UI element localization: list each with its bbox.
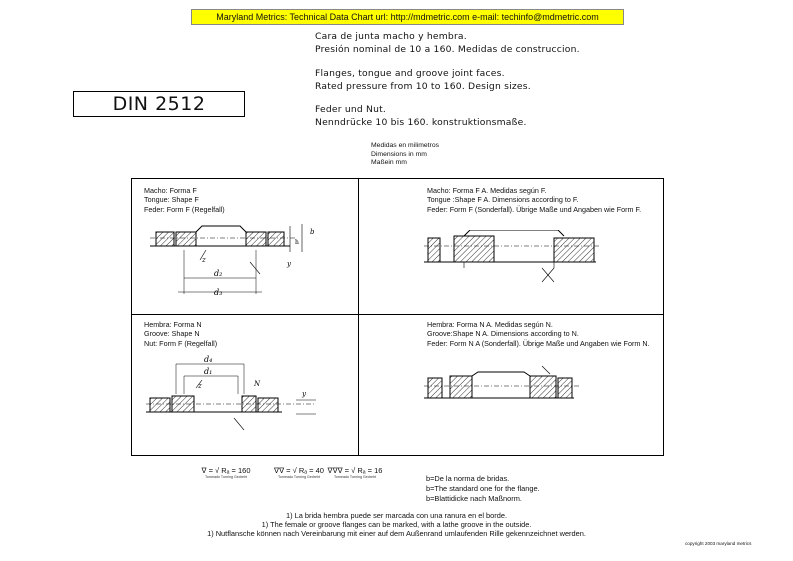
footnote-de: 1) Nutflansche können nach Vereinbarung mit einer auf dem Außenrand umlaufenden Rille gekennzeichnet werden. [207,529,586,538]
roughness-ra16 [326,466,384,479]
caption-line: Macho: Forma F A. Medidas según F. [427,186,547,195]
caption-line: Macho: Forma F [144,186,197,195]
label-h: h [295,239,299,246]
caption-line: Feder: Form N A (Sonderfall). Übrige Maße und Angaben wie Form N. [427,338,650,348]
caption-line: Feder: Form F (Regelfall) [144,204,225,214]
caption-top-left [144,186,225,214]
units-en: Dimensions in mm [371,150,427,158]
roughness-symbol: ∇ = √ Rₐ = 160 [201,466,251,475]
label-d1: d₁ [204,367,213,376]
caption-line: Hembra: Forma N A. Medidas según N. [427,320,553,329]
caption-line: Tongue: Shape F [144,195,199,205]
caption-line: Hembra: Forma N [144,320,202,329]
desc-es-line2: Presión nominal de 10 a 160. Medidas de construccion. [315,43,580,55]
caption-bottom-right [427,320,650,348]
caption-line: Feder: Form F (Sonderfall). Übrige Maße und Angaben wie Form F. [427,204,642,214]
label-z: z [198,382,202,390]
label-b: b [310,228,315,236]
label-n: N [254,380,261,388]
caption-line: Nut: Form F (Regelfall) [144,338,218,348]
grid-divider-horizontal [131,314,663,315]
caption-bottom-left [144,320,217,348]
roughness-note: Torneado Turning Gedreht [334,475,376,479]
roughness-note: Torneado Turning Gedreht [278,475,320,479]
label-d3: d₃ [214,288,223,297]
grid-divider-vertical [358,178,359,455]
footnote-en: 1) The female or groove flanges can be marked, with a lathe groove in the outside. [261,520,532,529]
footnote-es: 1) La brida hembra puede ser marcada con una ranura en el borde. [285,511,508,520]
label-d4: d₄ [204,355,213,364]
description-german [315,104,527,129]
units-note [371,142,439,168]
drawing-tongue-shape-f [150,222,320,304]
roughness-symbol: ∇∇∇ = √ Rₐ = 16 [327,466,383,475]
b-note-de: b=Blattidicke nach Maßnorm. [426,494,522,504]
description-spanish [315,31,580,56]
description-english [315,68,531,93]
label-d2: d₂ [214,269,223,278]
roughness-ra160 [197,466,255,479]
units-de: Maßein mm [371,159,407,167]
b-note-en: b=The standard one for the flange. [426,484,540,494]
desc-es-line1: Cara de junta macho y hembra. [315,31,467,42]
roughness-symbol: ∇∇ = √ Rₐ = 40 [274,466,324,475]
caption-line: Tongue :Shape F A. Dimensions according to F. [427,195,579,205]
units-es: Medidas en milimetros [371,142,439,149]
drawing-tongue-shape-fa [424,230,606,286]
desc-en-line1: Flanges, tongue and groove joint faces. [315,68,505,79]
caption-top-right [427,186,641,214]
header-banner: Maryland Metrics: Technical Data Chart url: http://mdmetric.com e-mail: techinfo@mdmetric.com [191,9,624,25]
drawing-groove-shape-n [146,352,328,434]
drawing-groove-shape-na [424,364,584,406]
label-z: z [202,256,206,264]
caption-line: Groove:Shape N A. Dimensions according to N. [427,329,579,339]
b-notes [426,474,540,505]
desc-de-line2: Nenndrücke 10 bis 160. konstruktionsmaße. [315,116,527,128]
copyright: copyright 2003 maryland metrics [685,541,752,546]
b-note-es: b=De la norma de bridas. [426,474,510,483]
label-y: y [287,260,291,268]
desc-en-line2: Rated pressure from 10 to 160. Design sizes. [315,80,531,92]
roughness-ra40 [270,466,328,479]
roughness-note: Torneado Turning Gedreht [205,475,247,479]
desc-de-line1: Feder und Nut. [315,104,387,115]
caption-line: Groove: Shape N [144,329,200,339]
standard-title: DIN 2512 [73,91,245,117]
label-y: y [302,390,306,398]
